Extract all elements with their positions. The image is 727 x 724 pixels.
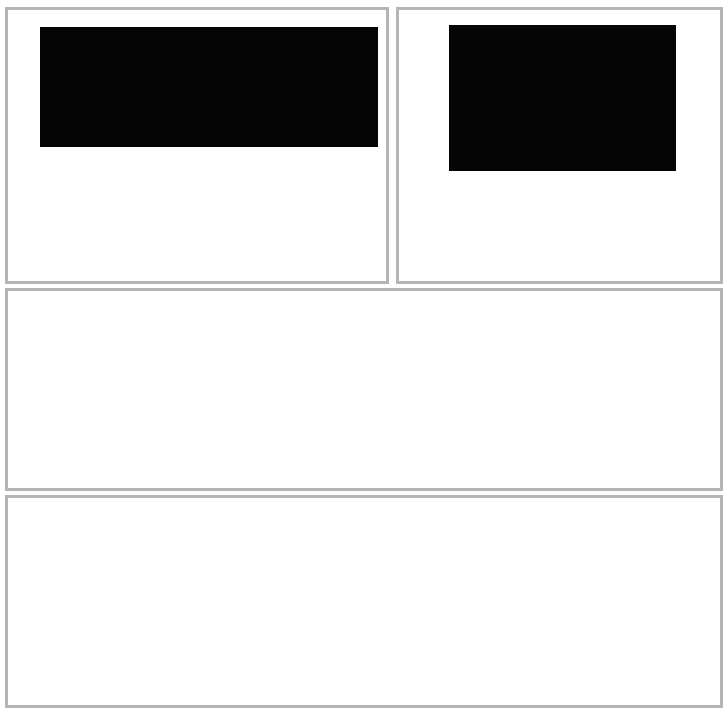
panel-ef [5, 495, 723, 708]
gel-image-a [40, 27, 378, 147]
panel-cd [5, 288, 723, 491]
gel-image-b [449, 25, 676, 171]
fluorescence-charts [8, 291, 720, 488]
absorbance-charts [8, 498, 720, 705]
panel-b [396, 7, 723, 284]
panel-a [5, 7, 389, 284]
